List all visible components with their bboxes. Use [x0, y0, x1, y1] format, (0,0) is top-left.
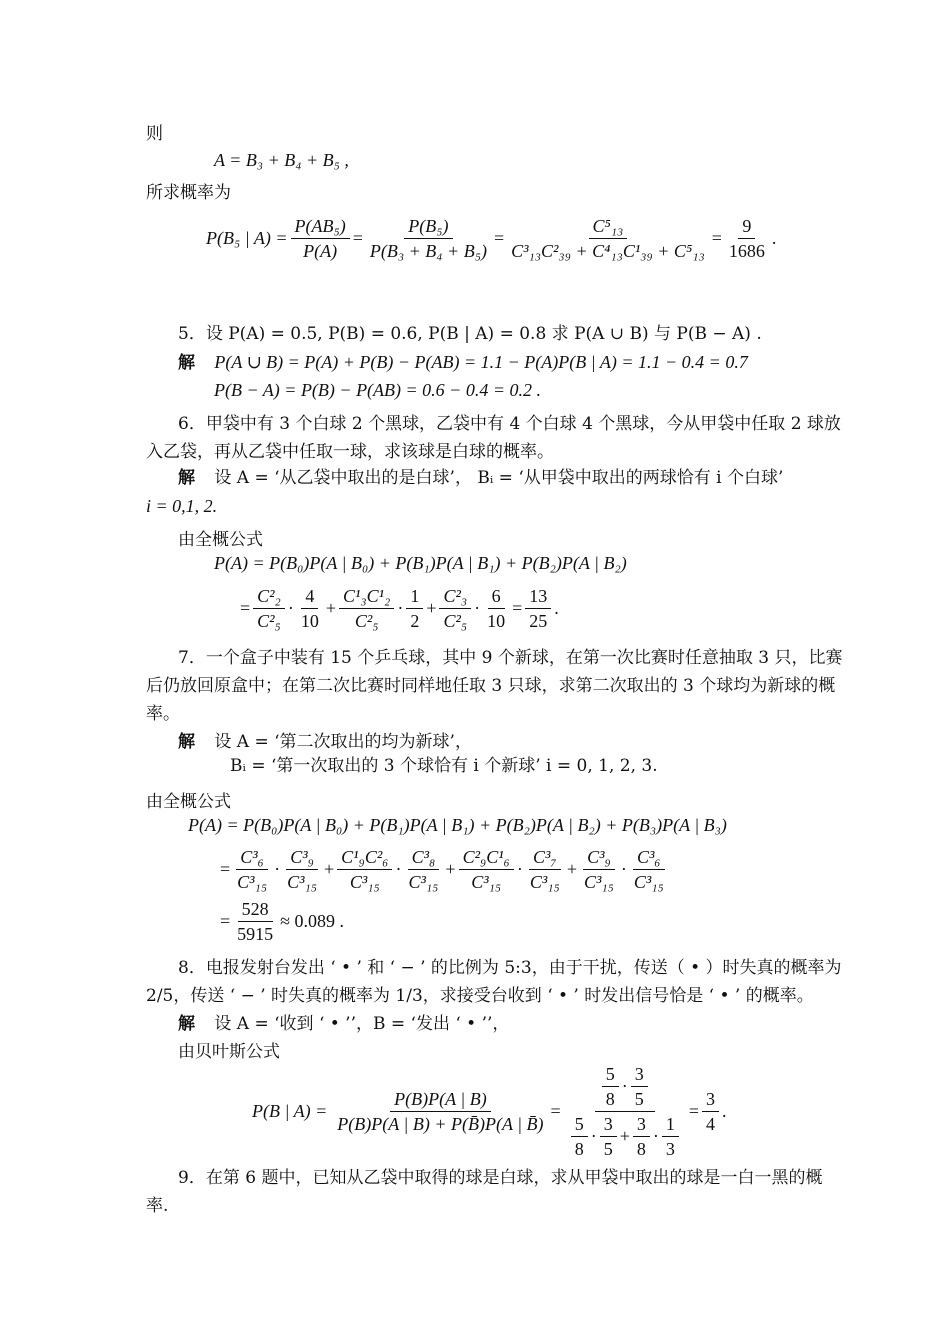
q6-solution-line-1: [178, 468, 783, 488]
q8-solution-line-1: [178, 1014, 509, 1034]
q5-solution-line-1: P(A ∪ B) = P(A) + P(B) − P(AB) = 1.1 − P(A)P(B | A) = 1.1 − 0.4 = 0.7: [214, 352, 748, 372]
then-label: 则: [146, 124, 163, 144]
fraction: $\frac{\text{C⁵₁₃}}{\text{C³₁₃C²₃₉ + C⁴₁₃C¹₃₉ + C⁵₁₃}}$: [511, 215, 705, 261]
q7-solution-line-1: [178, 732, 472, 752]
approx-value: ≈ 0.089 .: [280, 911, 345, 931]
solution-label: 解: [178, 353, 195, 373]
q7-definition-b: Bᵢ = ‘第一次取出的 3 个球恰有 i 个新球’ i = 0, 1, 2, 3.: [230, 756, 658, 776]
total-probability-label: 由全概公式: [178, 530, 263, 550]
formula-lhs: P(B | A) =: [252, 1101, 328, 1121]
fraction: $\frac{\text{C³₉}}{\text{C³₁₅}}$: [583, 846, 614, 892]
bayes-formula-label: 由贝叶斯公式: [178, 1042, 280, 1062]
solution-label: 解: [178, 468, 195, 488]
q7-computation: = $\frac{\text{C³₆}}{\text{C³₁₅}}$ · $\frac{\text{C³₉}}{\text{C³₁₅}}$ + $\frac{\text{C¹₉C²₆}}{\text{C³₁₅}}$ · $\frac{\text{C³₈}}{\text{C³₁₅}}$ + $\frac{\text{C²₉C¹₆}}{\text{C³₁₅}}$ · $\frac{\text{C³₇}}{\text{C³₁₅}}$ + $\frac{\text{C³₉}}{\text{C³₁₅}}$ · $\frac{\text{C³₆}}{\text{C³₁₅}}$: [220, 843, 671, 895]
question-5: 5．设 P(A) = 0.5, P(B) = 0.6, P(B | A) = 0.8 求 P(A ∪ B) 与 P(B − A) .: [178, 324, 762, 344]
q6-definitions: 设 A = ‘从乙袋中取出的是白球’， Bᵢ = ‘从甲袋中取出的两球恰有 i 个白球’: [214, 468, 784, 488]
question-7-line-2: 后仍放回原盒中；在第二次比赛时同样地任取 3 只球，求第二次取出的 3 个球均为新球的概: [146, 676, 836, 696]
question-8-line-1: 8．电报发射台发出 ‘ • ’ 和 ‘ − ’ 的比例为 5:3，由于干扰，传送（ • ）时失真的概率为: [178, 958, 842, 978]
fraction: $\frac{\text{C³₆}}{\text{C³₁₅}}$: [237, 846, 268, 892]
fraction: $\frac{\text{C³₉}}{\text{C³₁₅}}$: [287, 846, 317, 892]
fraction: $\frac{1}{2}$: [406, 586, 423, 631]
question-6-line-2: 入乙袋，再从乙袋中任取一球，求该球是白球的概率。: [146, 442, 554, 462]
question-7-line-1: 7．一个盒子中装有 15 个乒乓球，其中 9 个新球，在第一次比赛时任意抽取 3 只，比赛: [178, 648, 843, 668]
q6-computation: = $\frac{\text{C²₂}}{\text{C²₅}}$ · $\frac{4}{10}$ + $\frac{\text{C¹₃C¹₂}}{\text{C²₅}}$ · $\frac{1}{2}$ + $\frac{\text{C²₃}}{\text{C²₅}}$ · $\frac{6}{10}$ = $\frac{13}{25}$ .: [240, 585, 559, 631]
q6-index-range: i = 0,1, 2.: [146, 496, 218, 516]
conditional-probability-formula: P(B₅ | A) = $\frac{\text{P(AB₅)}}{P(A)}$ = $\frac{\text{P(B₅)}}{\text{P(B₃ + B₄ + B₅)}}$ = $\frac{\text{C⁵₁₃}}{\text{C³₁₃C²₃₉ + C⁴₁₃C¹₃₉ + C⁵₁₃}}$ = $\frac{9}{1686}$ .: [206, 215, 777, 261]
fraction-result: $\frac{9}{1686}$: [728, 215, 765, 261]
question-7-line-3: 率。: [146, 704, 180, 724]
fraction: $\frac{\text{C²₂}}{\text{C²₅}}$: [253, 586, 285, 631]
solution-label: 解: [178, 1014, 195, 1034]
fraction: $\frac{\text{C¹₃C¹₂}}{\text{C²₅}}$: [339, 586, 394, 631]
question-9-line-2: 率.: [146, 1196, 169, 1216]
q8-definitions: 设 A = ‘收到 ‘ • ’’，B = ‘发出 ‘ • ’’，: [214, 1014, 510, 1034]
numeric-fraction: $\frac{5}{8}$ · $\frac{3}{5}$ $\frac{5}{8}$ · $\frac{3}{5}$ + $\frac{3}{8}$ · $\frac{1}{3}$: [564, 1064, 686, 1159]
bayes-fraction: $\frac{P(B)P(A | B)}{P(B)P(A | B) + P(B̄)P(A | B̄)}$: [337, 1088, 544, 1134]
total-probability-label: 由全概公式: [146, 792, 231, 812]
q6-total-probability-equation: P(A) = P(B₀)P(A | B₀) + P(B₁)P(A | B₁) + P(B₂)P(A | B₂): [214, 553, 627, 573]
sought-probability-label: 所求概率为: [146, 183, 231, 203]
fraction-result: $\frac{528}{5915}$: [237, 898, 274, 944]
question-6-line-1: 6．甲袋中有 3 个白球 2 个黑球，乙袋中有 4 个白球 4 个黑球，今从甲袋中任取 2 球放: [178, 414, 841, 434]
event-equation: A = B₃ + B₄ + B₅ ,: [214, 150, 349, 170]
fraction: $\frac{\text{C³₇}}{\text{C³₁₅}}$: [529, 846, 560, 892]
formula-lhs: P(B₅ | A) =: [206, 228, 288, 248]
q5-solution-line-2: P(B − A) = P(B) − P(AB) = 0.6 − 0.4 = 0.2 .: [214, 380, 541, 400]
fraction: $\frac{\text{C²₉C¹₆}}{\text{C³₁₅}}$: [459, 847, 514, 892]
fraction: $\frac{\text{P(AB₅)}}{P(A)}$: [291, 216, 350, 261]
solution-label: 解: [178, 732, 195, 752]
fraction: $\frac{\text{C³₆}}{\text{C³₁₅}}$: [633, 846, 664, 892]
fraction: $\frac{\text{C²₃}}{\text{C²₅}}$: [439, 586, 471, 631]
q5-solution: [178, 352, 748, 373]
fraction: $\frac{4}{10}$: [300, 585, 319, 631]
fraction: $\frac{\text{C¹₉C²₆}}{\text{C³₁₅}}$: [337, 847, 392, 892]
fraction: $\frac{\text{P(B₅)}}{\text{P(B₃ + B₄ + B₅)}}$: [369, 215, 487, 261]
fraction-result: $\frac{13}{25}$: [525, 586, 551, 631]
question-8-line-2: 2/5，传送 ‘ − ’ 时失真的概率为 1/3，求接受台收到 ‘ • ’ 时发出信号恰是 ‘ • ’ 的概率。: [146, 986, 814, 1006]
question-9-line-1: 9．在第 6 题中，已知从乙袋中取得的球是白球，求从甲袋中取出的球是一白一黑的概: [178, 1168, 823, 1188]
fraction-result: $\frac{3}{4}$: [702, 1089, 719, 1134]
fraction: $\frac{6}{10}$: [487, 585, 506, 631]
fraction: $\frac{\text{C³₈}}{\text{C³₁₅}}$: [408, 846, 439, 892]
q7-result: = $\frac{528}{5915}$ ≈ 0.089 .: [220, 898, 345, 944]
q7-total-probability-equation: P(A) = P(B₀)P(A | B₀) + P(B₁)P(A | B₁) + P(B₂)P(A | B₂) + P(B₃)P(A | B₃): [188, 815, 727, 835]
q7-definition-a: 设 A = ‘第二次取出的均为新球’，: [214, 732, 472, 752]
q8-bayes-computation: P(B | A) = $\frac{P(B)P(A | B)}{P(B)P(A | B) + P(B̄)P(A | B̄)}$ = $\frac{5}{8}$ · $\frac{3}{5}$ $\frac{5}{8}$ · $\frac{3}{5}$ + $\frac{3}{8}$ · $\frac{1}{3}$ = $\frac{3}{4}$ .: [252, 1063, 727, 1159]
